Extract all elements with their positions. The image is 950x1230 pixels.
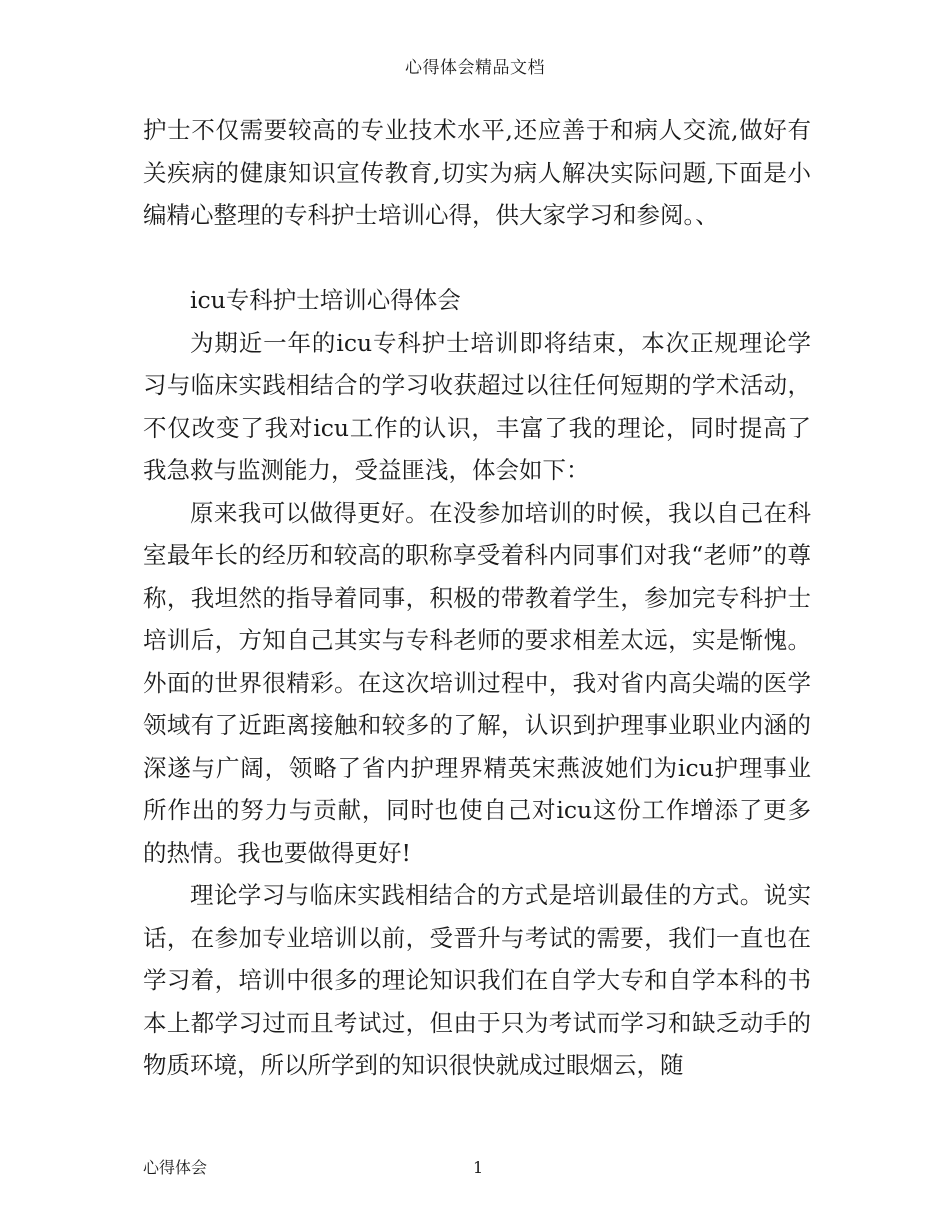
section-title: icu专科护士培训心得体会: [190, 286, 461, 314]
footer-label: 心得体会: [143, 1158, 208, 1177]
document-body: [143, 109, 811, 1087]
body-paragraph: 为期近一年的icu专科护士培训即将结束，本次正规理论学习与临床实践相结合的学习收获超过以往任何短期的学术活动，不仅改变了我对icu工作的认识，丰富了我的理论，同时提高了我急救与监测能力，受益匪浅，体会如下：: [143, 328, 811, 484]
blank-line: [143, 237, 811, 280]
body-paragraph: 原来我可以做得更好。在没参加培训的时候，我以自己在科室最年长的经历和较高的职称享受着科内同事们对我“老师”的尊称，我坦然的指导着同事，积极的带教着学生，参加完专科护士培训后，方知自己其实与专科老师的要求相差太远，实是惭愧。外面的世界很精彩。在这次培训过程中，我对省内高尖端的医学领域有了近距离接触和较多的了解，认识到护理事业职业内涵的深遂与广阔，领略了省内护理界精英宋燕波她们为icu护理事业所作出的努力与贡献，同时也使自己对icu这份工作增添了更多的热情。我也要做得更好!: [143, 498, 811, 867]
page-number: 1: [473, 1158, 484, 1177]
page-footer: [143, 1156, 811, 1180]
page-header: 心得体会精品文档: [405, 58, 545, 78]
intro-paragraph: 护士不仅需要较高的专业技术水平,还应善于和病人交流,做好有关疾病的健康知识宣传教育,切实为病人解决实际问题,下面是小编精心整理的专科护士培训心得，供大家学习和参阅。、: [143, 116, 811, 229]
body-paragraph: 理论学习与临床实践相结合的方式是培训最佳的方式。说实话，在参加专业培训以前，受晋升与考试的需要，我们一直也在学习着，培训中很多的理论知识我们在自学大专和自学本科的书本上都学习过而且考试过，但由于只为考试而学习和缺乏动手的物质环境，所以所学到的知识很快就成过眼烟云，随: [143, 881, 811, 1079]
